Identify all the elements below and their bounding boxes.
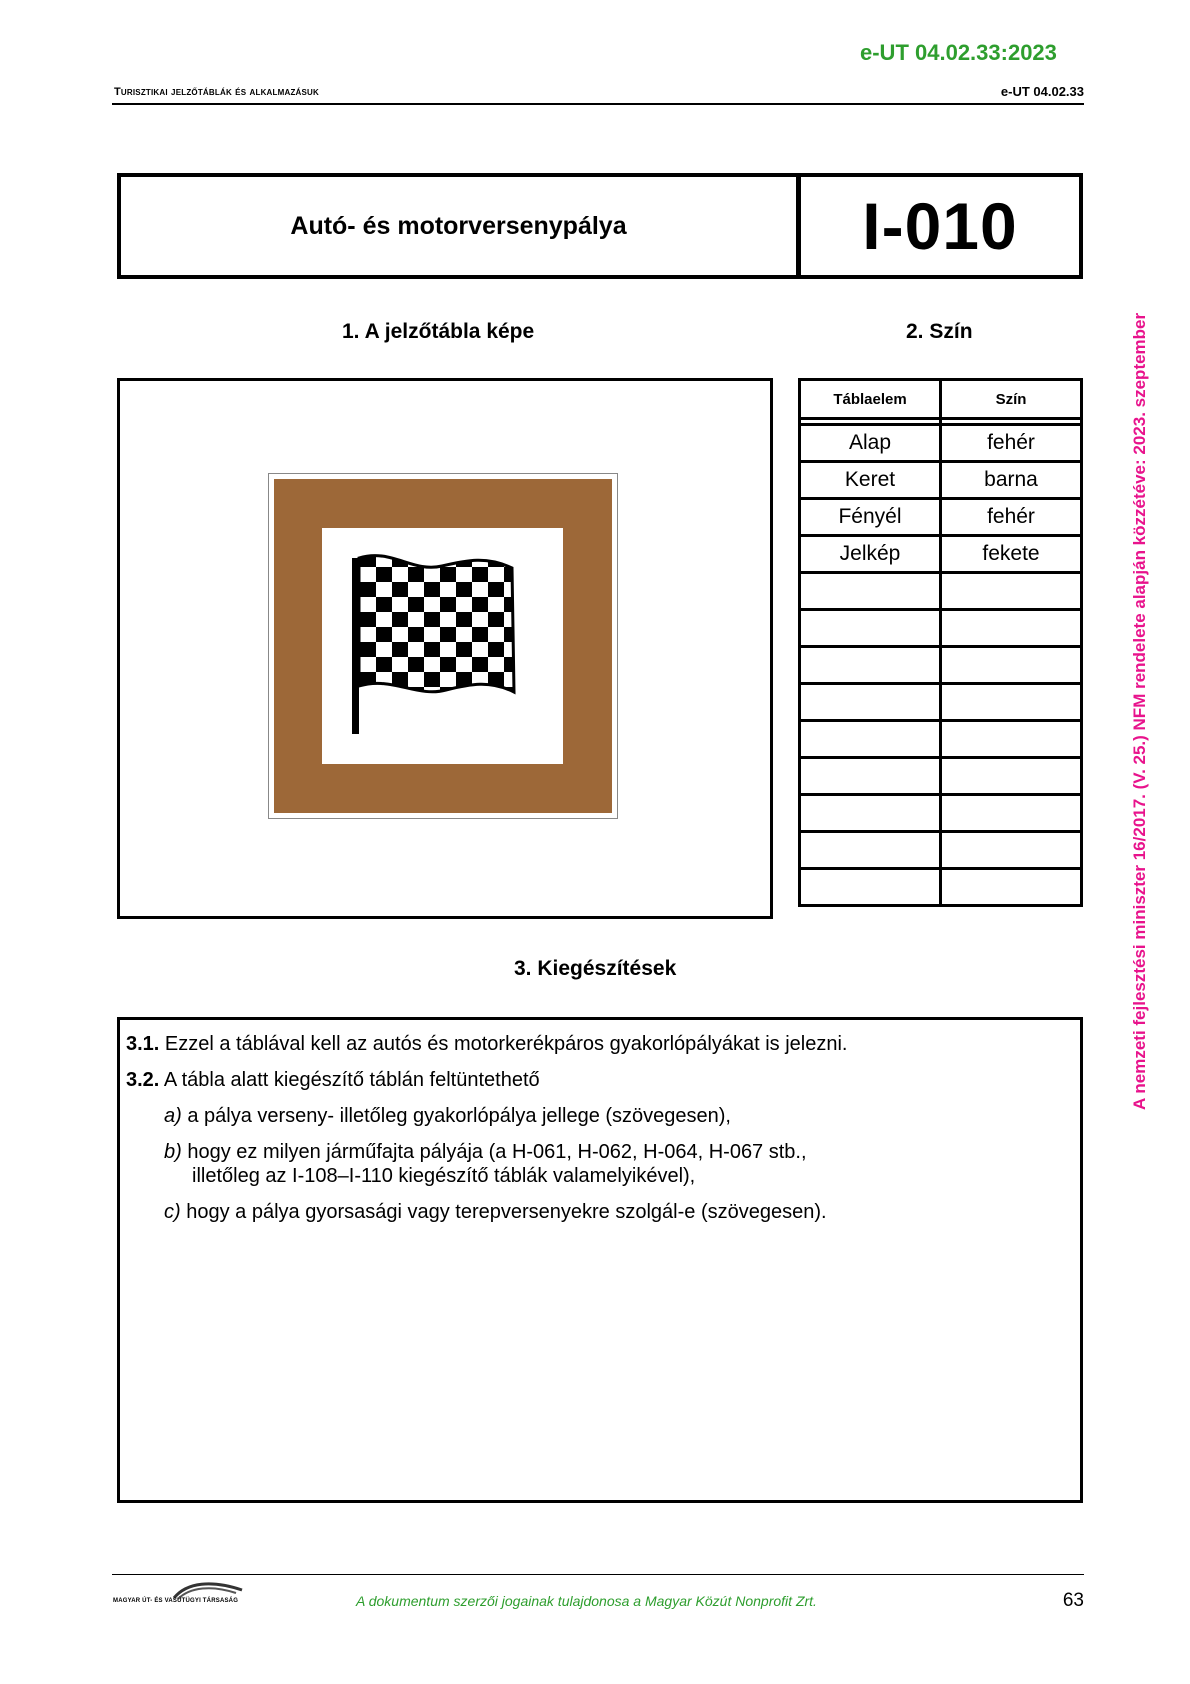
cell-color	[941, 832, 1082, 869]
supplement-number: 3.2.	[126, 1069, 160, 1091]
cell-element: Alap	[800, 425, 941, 462]
table-row	[800, 869, 1082, 906]
table-row	[800, 832, 1082, 869]
color-table	[798, 378, 1083, 907]
cell-element	[800, 647, 941, 684]
table-row	[800, 684, 1082, 721]
table-row	[800, 721, 1082, 758]
section-1-title: 1. A jelzőtábla képe	[342, 320, 535, 343]
subitem-text: hogy a pálya gyorsasági vagy terepversenyekre szolgál-e (szövegesen).	[180, 1201, 827, 1223]
cell-color	[941, 573, 1082, 610]
cell-color	[941, 795, 1082, 832]
table-row	[800, 425, 1082, 462]
cell-element: Fényél	[800, 499, 941, 536]
subitem-letter: b)	[164, 1141, 182, 1163]
supplement-text: A tábla alatt kiegészítő táblán feltüntethető	[159, 1069, 540, 1091]
footer-divider	[112, 1574, 1084, 1575]
cell-color: fehér	[941, 499, 1082, 536]
cell-color: barna	[941, 462, 1082, 499]
table-row	[800, 610, 1082, 647]
supplement-item	[126, 1032, 1074, 1056]
cell-element	[800, 573, 941, 610]
supplement-subitem	[126, 1104, 1074, 1128]
cell-element	[800, 795, 941, 832]
subitem-continuation: illetőleg az I-108–I-110 kiegészítő táblák valamelyikével),	[192, 1165, 696, 1187]
subitem-letter: c)	[164, 1201, 181, 1223]
table-row	[800, 462, 1082, 499]
table-row	[800, 573, 1082, 610]
cell-color	[941, 684, 1082, 721]
table-row	[800, 647, 1082, 684]
header-divider	[112, 103, 1084, 105]
cell-color	[941, 647, 1082, 684]
cell-element	[800, 758, 941, 795]
color-table-header	[800, 380, 1082, 419]
checkered-flag-icon	[322, 528, 563, 765]
table-row	[800, 536, 1082, 573]
subitem-letter: a)	[164, 1105, 182, 1127]
header-code: e-UT 04.02.33	[1000, 84, 1084, 99]
cell-color	[941, 869, 1082, 906]
supplement-subitem	[126, 1140, 1074, 1188]
supplements-box	[117, 1017, 1083, 1503]
supplement-number: 3.1.	[126, 1033, 160, 1055]
cell-element: Jelkép	[800, 536, 941, 573]
logo-caption: MAGYAR ÚT- ÉS VASÚTÜGYI TÁRSASÁG	[113, 1598, 239, 1604]
cell-color	[941, 721, 1082, 758]
cell-element	[800, 869, 941, 906]
cell-element: Keret	[800, 462, 941, 499]
cell-element	[800, 610, 941, 647]
cell-element	[800, 721, 941, 758]
subitem-text: a pálya verseny- illetőleg gyakorlópálya jellege (szövegesen),	[181, 1105, 731, 1127]
publication-note: A nemzeti fejlesztési miniszter 16/2017. (V. 25.) NFM rendelete alapján közzétéve: 2023. szeptember	[1130, 312, 1149, 1110]
header-title: Turisztikai jelzőtáblák és alkalmazásuk	[114, 86, 320, 98]
column-header-element: Táblaelem	[800, 380, 941, 419]
association-logo-icon	[112, 1578, 262, 1612]
supplement-text: Ezzel a táblával kell az autós és motorkerékpáros gyakorlópályákat is jelezni.	[159, 1033, 848, 1055]
cell-color	[941, 610, 1082, 647]
section-3-title: 3. Kiegészítések	[514, 957, 677, 980]
table-row	[800, 795, 1082, 832]
section-2-title: 2. Szín	[906, 320, 973, 343]
copyright-notice: A dokumentum szerzői jogainak tulajdonosa a Magyar Közút Nonprofit Zrt.	[356, 1593, 817, 1609]
sign-image	[268, 473, 618, 819]
supplement-item	[126, 1068, 1074, 1092]
cell-color: fekete	[941, 536, 1082, 573]
document-code: e-UT 04.02.33:2023	[860, 40, 1057, 65]
table-row	[800, 499, 1082, 536]
cell-element	[800, 832, 941, 869]
sign-white-field	[322, 528, 563, 764]
sign-code: I-010	[862, 189, 1018, 263]
table-row	[800, 758, 1082, 795]
cell-element	[800, 684, 941, 721]
supplement-subitem	[126, 1200, 1074, 1224]
sign-brown-border	[274, 479, 612, 813]
sign-name: Autó- és motorversenypálya	[121, 177, 801, 275]
title-box	[117, 173, 1083, 279]
page-number: 63	[1062, 1590, 1084, 1611]
cell-color	[941, 758, 1082, 795]
cell-color: fehér	[941, 425, 1082, 462]
subitem-text: hogy ez milyen járműfajta pályája (a H-061, H-062, H-064, H-067 stb.,	[181, 1141, 807, 1163]
column-header-color: Szín	[941, 380, 1082, 419]
